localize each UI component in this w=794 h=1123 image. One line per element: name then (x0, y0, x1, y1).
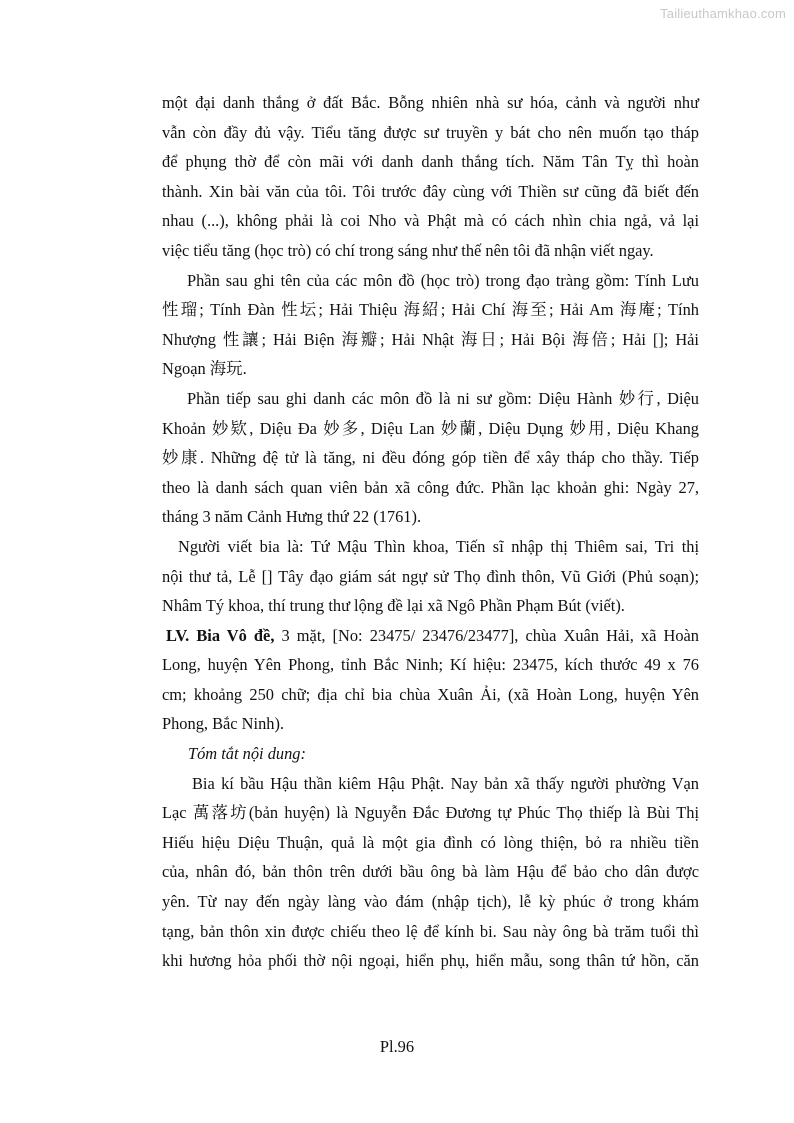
text-line: tạng, bản thôn xin được chiếu theo lệ để kính bi. Sau này ông bà trăm tuổi thì (162, 921, 699, 941)
paragraph-summary (162, 769, 699, 976)
text-line: Nhượng 性讓; Hải Biện 海瓣; Hải Nhật 海日; Hải Bội 海倍; Hải []; Hải (162, 329, 699, 349)
text-line: Long, huyện Yên Phong, tỉnh Bắc Ninh; Kí hiệu: 23475, kích thước 49 x 76 (162, 655, 699, 675)
text-line (162, 621, 699, 651)
text-line: nội thư tả, Lễ [] Tây đạo giám sát ngự sử Thọ đình thôn, Vũ Giới (Phủ soạn); (162, 566, 699, 586)
paragraph-monk-disciples (162, 266, 699, 384)
text-line: việc tiểu tăng (học trò) có chí trong sáng như thế nên tôi đã nhận viết ngay. (162, 240, 654, 260)
watermark: Tailieuthamkhao.com (660, 6, 786, 21)
entry-heading-rest: 3 mặt, [No: 23475/ 23476/23477], chùa Xuân Hải, xã Hoàn (274, 625, 699, 645)
paragraph-stele-entry-lv (162, 621, 699, 739)
text-line: Nhâm Tý khoa, thí trung thư lộng đề lại xã Ngô Phần Phạm Bút (viết). (162, 596, 625, 616)
text-line: 性瑠; Tính Đàn 性坛; Hải Thiệu 海紹; Hải Chí 海至; Hải Am 海庵; Tính (162, 300, 699, 320)
text-line: để phụng thờ để còn mãi với danh danh thắng tích. Năm Tân Tỵ thì hoàn (162, 152, 699, 172)
text-line: Khoản 妙欵, Diệu Đa 妙多, Diệu Lan 妙蘭, Diệu Dụng 妙用, Diệu Khang (162, 418, 699, 438)
summary-label (162, 739, 699, 769)
text-line: Phần sau ghi tên của các môn đồ (học trò) trong đạo tràng gồm: Tính Lưu (187, 270, 699, 290)
text-line: vẫn còn đầy đủ vậy. Tiểu tăng được sư truyền y bát cho nên muốn tạo tháp (162, 122, 699, 142)
text-line: tháng 3 năm Cảnh Hưng thứ 22 (1761). (162, 507, 422, 527)
text-line: 妙康. Những đệ tử là tăng, ni đều đóng góp tiền để xây tháp cho thầy. Tiếp (162, 448, 699, 468)
text-line: cm; khoảng 250 chữ; địa chỉ bia chùa Xuân Ải, (xã Hoàn Long, huyện Yên (162, 684, 699, 704)
text-line: của, nhân đó, bản thôn trên dưới bầu ông bà làm Hậu để bảo cho dân được (162, 862, 699, 882)
text-line: Hiếu hiệu Diệu Thuận, quả là một gia đình có lòng thiện, bỏ ra nhiều tiền (162, 832, 699, 852)
paragraph-stupa-completion (162, 88, 699, 266)
text-line: Ngoạn 海玩. (162, 359, 247, 379)
page-number: Pl.96 (379, 1037, 415, 1056)
text-line: thành. Xin bài văn của tôi. Tôi trước đây cùng với Thiền sư cũng đã biết đến (162, 181, 699, 201)
summary-heading: Tóm tắt nội dung: (188, 744, 306, 764)
page-body (162, 88, 699, 976)
entry-heading: LV. Bia Vô đề, (166, 625, 275, 645)
text-line: yên. Từ nay đến ngày làng vào đám (nhập tịch), lễ kỳ phúc ở trong khám (162, 892, 699, 912)
text-line: Lạc 萬落坊(bản huyện) là Nguyễn Đắc Đương tự Phúc Thọ thiếp là Bùi Thị (162, 803, 699, 823)
text-line: khi hương hỏa phối thờ nội ngoại, hiển phụ, hiển mẫu, song thân tứ hồn, căn (162, 951, 699, 971)
text-line: Phong, Bắc Ninh). (162, 714, 285, 734)
text-line: Phần tiếp sau ghi danh các môn đồ là ni sư gồm: Diệu Hành 妙行, Diệu (187, 388, 699, 408)
paragraph-stele-author (162, 532, 699, 621)
paragraph-nun-disciples (162, 384, 699, 532)
text-line: theo là danh sách quan viên bản xã công đức. Phần lạc khoản ghi: Ngày 27, (162, 477, 699, 497)
text-line: Người viết bia là: Tứ Mậu Thìn khoa, Tiến sĩ nhập thị Thiêm sai, Tri thị (178, 536, 699, 556)
text-line: nhau (...), không phải là coi Nho và Phật mà có cách nhìn chia ngả, vả lại (162, 211, 699, 231)
text-line: Bia kí bầu Hậu thần kiêm Hậu Phật. Nay bản xã thấy người phường Vạn (192, 773, 699, 793)
text-line: một đại danh thắng ở đất Bắc. Bỗng nhiên nhà sư hóa, cảnh và người như (162, 93, 699, 112)
